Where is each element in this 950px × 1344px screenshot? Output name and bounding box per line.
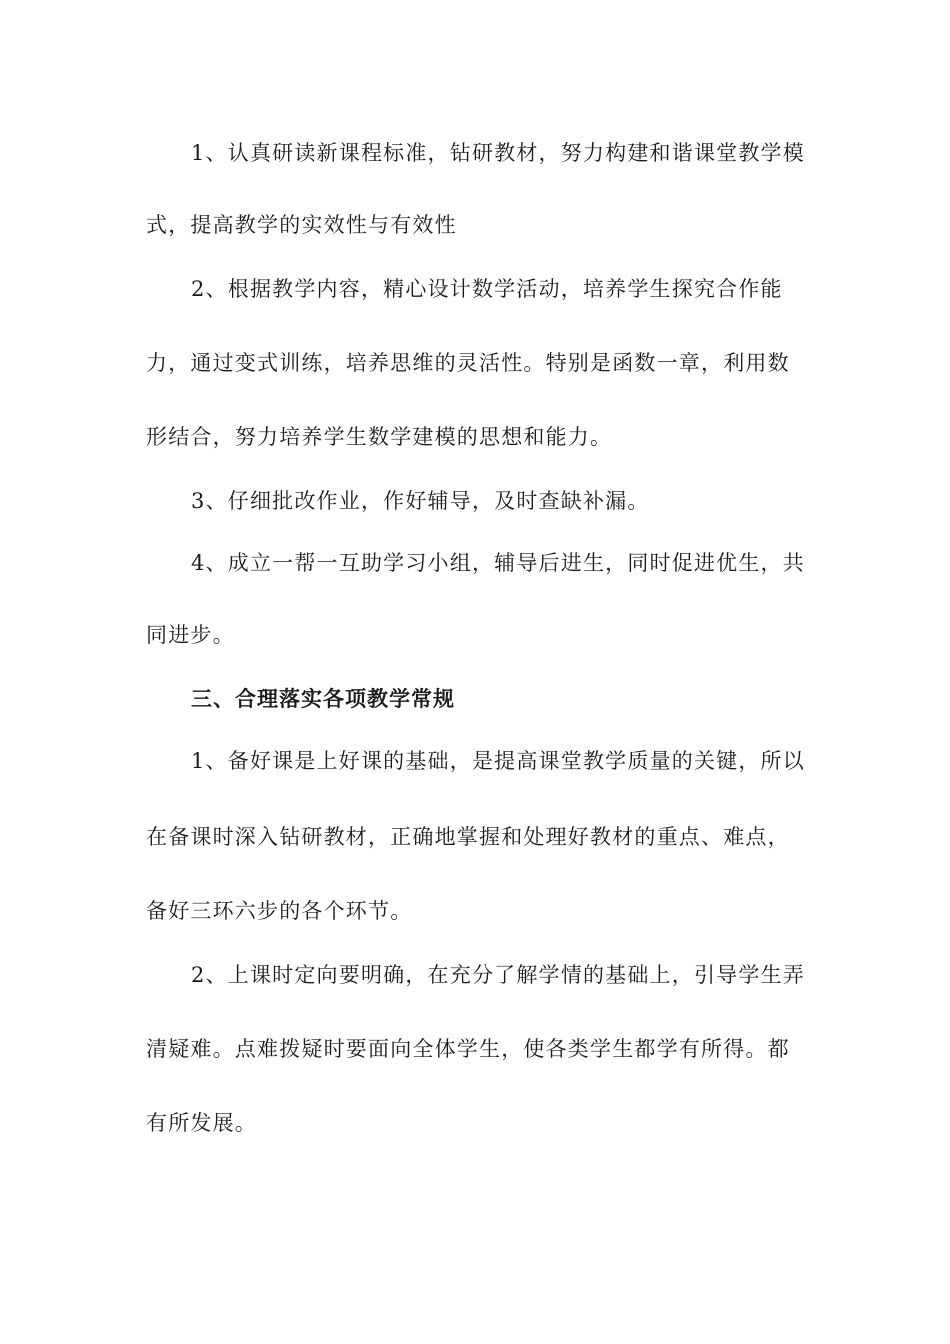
paragraph-5-line-2: 在备课时深入钻研教材，正确地掌握和处理好教材的重点、难点，	[146, 825, 790, 849]
paragraph-6-line-1: 2、上课时定向要明确，在充分了解学情的基础上，引导学生弄	[191, 963, 805, 987]
paragraph-2-line-2: 力，通过变式训练，培养思维的灵活性。特别是函数一章，利用数	[146, 351, 790, 375]
paragraph-2-line-1: 2、根据教学内容，精心设计数学活动，培养学生探究合作能	[191, 277, 783, 301]
paragraph-2-line-3: 形结合，努力培养学生数学建模的思想和能力。	[146, 425, 613, 449]
paragraph-4-line-1: 4、成立一帮一互助学习小组，辅导后进生，同时促进优生，共	[191, 551, 805, 575]
section-heading: 三、合理落实各项教学常规	[191, 687, 455, 711]
paragraph-1-line-1: 1、认真研读新课程标准，钻研教材，努力构建和谐课堂教学模	[191, 141, 805, 165]
paragraph-5-line-3: 备好三环六步的各个环节。	[146, 899, 413, 923]
paragraph-1-line-2: 式，提高教学的实效性与有效性	[146, 213, 457, 237]
paragraph-6-line-3: 有所发展。	[146, 1111, 257, 1135]
paragraph-6-line-2: 清疑难。点难拨疑时要面向全体学生，使各类学生都学有所得。都	[146, 1037, 790, 1061]
paragraph-5-line-1: 1、备好课是上好课的基础，是提高课堂教学质量的关键，所以	[191, 749, 805, 773]
paragraph-3-line-1: 3、仔细批改作业，作好辅导，及时查缺补漏。	[191, 489, 650, 513]
paragraph-4-line-2: 同进步。	[146, 623, 235, 647]
